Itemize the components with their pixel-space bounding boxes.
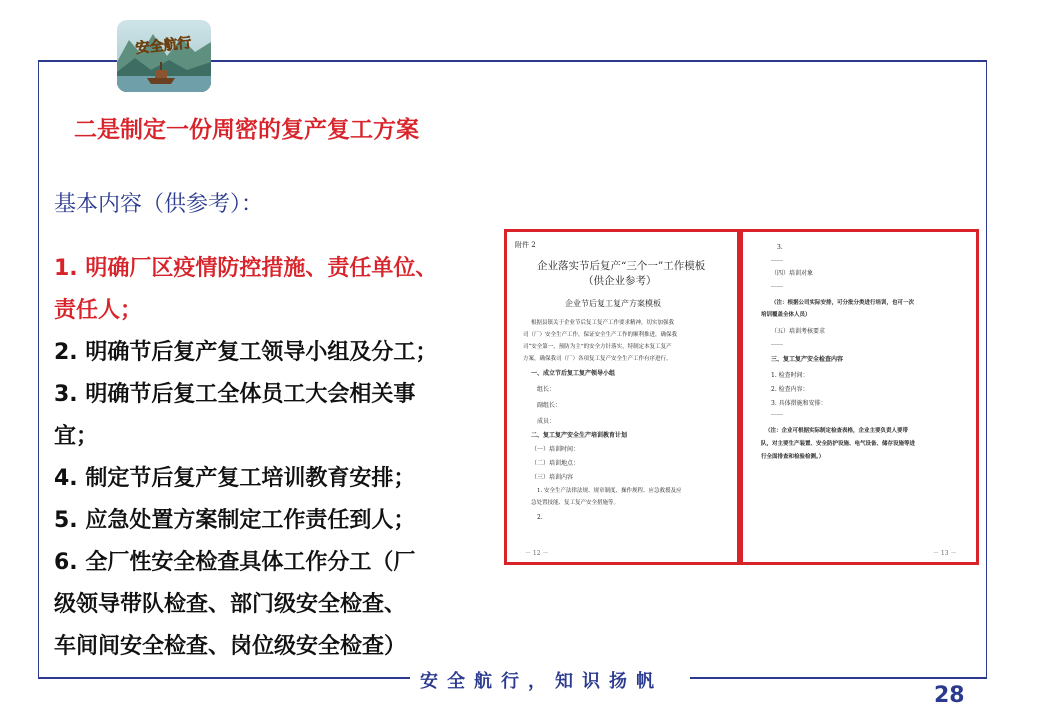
list-item: 车间间安全检查、岗位级安全检查） xyxy=(54,634,407,659)
doc-section-2: 二、复工复产安全生产培训教育计划 xyxy=(531,432,628,439)
document-page-left xyxy=(504,229,740,565)
doc-paragraph: 3. xyxy=(777,244,783,251)
doc-paragraph: 方案，确保我司（厂）各项复工复产安全生产工作有序进行。 xyxy=(523,356,672,362)
doc-section-1: 一、成立节后复工复产领导小组 xyxy=(531,370,616,377)
frame-top-line-right xyxy=(211,60,987,62)
doc-note: 行全面排查和检验检测。） xyxy=(761,454,825,460)
doc-page-number: － 13 － xyxy=(933,550,957,557)
footer-slogan: 安全航行，知识扬帆 xyxy=(420,671,663,692)
logo xyxy=(117,20,211,92)
doc-ellipsis: …… xyxy=(771,282,783,289)
doc-section-3: 三、复工复产安全检查内容 xyxy=(771,356,844,363)
page-number: 28 xyxy=(934,683,965,708)
doc-title-sub: （供企业参考） xyxy=(583,275,657,287)
frame-top-line-left xyxy=(38,60,118,62)
doc-field-train-time: （一）培训时间： xyxy=(531,446,580,453)
list-item: 责任人； xyxy=(54,298,143,323)
doc-field-deputy: 副组长： xyxy=(537,402,562,409)
doc-field-check-time: 1. 检查时间： xyxy=(771,372,809,379)
content-list xyxy=(54,248,504,668)
doc-paragraph: 急处置技能、复工复产安全措施等。 xyxy=(531,500,620,506)
doc-heading: 企业节后复工复产方案模板 xyxy=(565,299,661,308)
list-item: 5. 应急处置方案制定工作责任到人； xyxy=(54,508,416,533)
doc-field-member: 成员： xyxy=(537,418,556,425)
doc-field-leader: 组长： xyxy=(537,386,556,393)
doc-ellipsis: …… xyxy=(771,340,783,347)
doc-subsection: （五）培训考核要求 xyxy=(771,328,826,335)
doc-paragraph: 司（厂）安全生产工作，保证安全生产工作的顺利推进，确保我 xyxy=(523,332,678,338)
doc-field-train-content: （三）培训内容 xyxy=(531,474,574,481)
doc-attachment-label: 附件 2 xyxy=(515,241,536,249)
frame-bottom-line-left xyxy=(38,677,410,679)
list-item: 6. 全厂性安全检查具体工作分工（厂 xyxy=(54,550,416,575)
list-item: 1. 明确厂区疫情防控措施、责任单位、 xyxy=(54,256,438,281)
list-item: 宜； xyxy=(54,424,99,449)
doc-note: 培训覆盖全体人员） xyxy=(761,312,811,318)
doc-note: 队，对主要生产装置、安全防护设施、电气设备、储存设施等进 xyxy=(761,441,916,447)
doc-title: 企业落实节后复产“三个一”工作模板 xyxy=(537,260,706,272)
slide-subtitle: 基本内容（供参考）： xyxy=(54,192,264,217)
doc-ellipsis: …… xyxy=(771,256,783,263)
slide-title: 二是制定一份周密的复产复工方案 xyxy=(74,117,419,143)
list-item: 级领导带队检查、部门级安全检查、 xyxy=(54,592,407,617)
frame-right-line xyxy=(986,60,987,678)
list-item: 4. 制定节后复产复工培训教育安排； xyxy=(54,466,416,491)
doc-subsection: （四）培训对象 xyxy=(771,270,814,277)
logo-text: 安全航行 xyxy=(134,35,193,57)
logo-image xyxy=(117,20,211,92)
doc-field-check-content: 2. 检查内容： xyxy=(771,386,809,393)
doc-note: （注：根据公司实际安排，可分批分类进行培训，也可一次 xyxy=(771,300,915,306)
document-page-right xyxy=(740,229,979,565)
doc-page-number: － 12 － xyxy=(525,550,549,557)
doc-paragraph: 司“安全第一，预防为主”的安全方针落实，特制定本复工复产 xyxy=(523,344,672,350)
frame-left-line xyxy=(38,60,39,678)
list-item: 2. 明确节后复产复工领导小组及分工； xyxy=(54,340,438,365)
doc-field-train-place: （二）培训地点： xyxy=(531,460,580,467)
doc-paragraph: 根据县镇关于企业节后复工复产工作要求精神，切实加强我 xyxy=(531,320,675,326)
frame-bottom-line-right xyxy=(690,677,987,679)
list-item: 3. 明确节后复工全体员工大会相关事 xyxy=(54,382,416,407)
doc-note: （注：企业可根据实际制定检查表格，企业主要负责人要带 xyxy=(765,428,909,434)
doc-field-check-measures: 3. 具体措施和安排： xyxy=(771,400,827,407)
doc-paragraph: 1. 安全生产法律法规、规章制度、操作规程、应急救援及应 xyxy=(537,488,682,494)
doc-paragraph: 2. xyxy=(537,514,543,521)
doc-ellipsis: …… xyxy=(771,410,783,417)
